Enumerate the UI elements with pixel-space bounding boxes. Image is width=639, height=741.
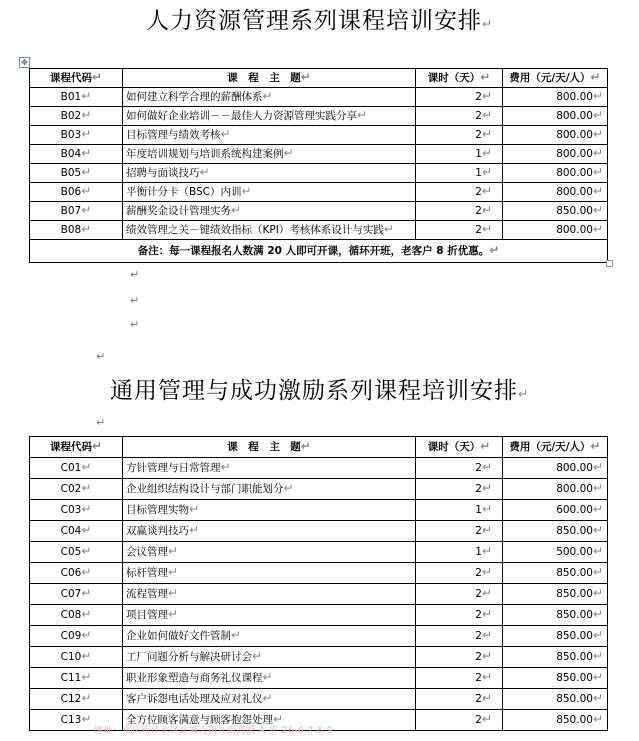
cell-hours: 2↵ [416, 88, 503, 107]
cell-code: C07↵ [30, 584, 123, 605]
table-row [30, 689, 608, 710]
cell-fee: 850.00↵ [503, 710, 608, 731]
cell-fee: 850.00↵ [503, 605, 608, 626]
cell-hours: 2↵ [416, 584, 503, 605]
cell-code: C05↵ [30, 542, 123, 563]
header-fee: 费用（元/天/人）↵ [503, 437, 608, 458]
table-row [30, 107, 608, 126]
cell-hours: 2↵ [416, 521, 503, 542]
cell-fee: 850.00↵ [503, 626, 608, 647]
cell-topic: 企业组织结构设计与部门职能划分↵ [123, 479, 416, 500]
cell-code: C08↵ [30, 605, 123, 626]
table-row [30, 479, 608, 500]
cell-topic: 客户诉怨电话处理及应对礼仪↵ [123, 689, 416, 710]
cell-fee: 850.00↵ [503, 584, 608, 605]
cell-topic: 标杆管理↵ [123, 563, 416, 584]
cell-fee: 850.00↵ [503, 647, 608, 668]
cell-code: B08↵ [30, 221, 123, 240]
cell-topic: 会议管理↵ [123, 542, 416, 563]
table-row [30, 126, 608, 145]
cell-hours: 2↵ [416, 458, 503, 479]
cell-topic: 绩效管理之关－键绩效指标（KPI）考核体系设计与实践↵ [123, 221, 416, 240]
cell-hours: 2↵ [416, 563, 503, 584]
cell-fee: 800.00↵ [503, 164, 608, 183]
footer-address: 地址：重庆市江北区北城天街九街高派 A 座 26-6.7.8.9 [94, 726, 333, 736]
cell-topic: 目标管理与绩效考核↵ [123, 126, 416, 145]
table-row [30, 584, 608, 605]
cell-hours: 1↵ [416, 542, 503, 563]
cell-code: C03↵ [30, 500, 123, 521]
section2-title: 通用管理与成功激励系列课程培训安排↵ [109, 378, 530, 404]
hr-course-table [29, 68, 608, 263]
paragraph-mark: ↵ [96, 416, 106, 429]
cell-hours: 2↵ [416, 647, 503, 668]
cell-hours: 2↵ [416, 183, 503, 202]
table-row [30, 542, 608, 563]
note-text: 备注：每一课程报名人数满 20 人即可开课，循环开班，老客户 8 折优惠。↵ [30, 240, 608, 263]
cell-code: C01↵ [30, 458, 123, 479]
cell-hours: 2↵ [416, 605, 503, 626]
header-fee: 费用（元/天/人）↵ [503, 69, 608, 88]
cell-fee: 850.00↵ [503, 689, 608, 710]
cell-hours: 2↵ [416, 126, 503, 145]
cell-hours: 2↵ [416, 107, 503, 126]
cell-code: B02↵ [30, 107, 123, 126]
cell-topic: 方针管理与日常管理↵ [123, 458, 416, 479]
table-row [30, 202, 608, 221]
cell-code: C13↵ [30, 710, 123, 731]
paragraph-mark: ↵ [130, 268, 140, 281]
table-row [30, 458, 608, 479]
cell-topic: 项目管理↵ [123, 605, 416, 626]
table-row [30, 626, 608, 647]
paragraph-mark: ↵ [130, 294, 140, 307]
cell-code: C02↵ [30, 479, 123, 500]
cell-code: C06↵ [30, 563, 123, 584]
header-code: 课程代码↵ [30, 69, 123, 88]
table-row [30, 563, 608, 584]
cell-fee: 600.00↵ [503, 500, 608, 521]
cell-hours: 2↵ [416, 668, 503, 689]
cell-hours: 1↵ [416, 145, 503, 164]
cell-code: C12↵ [30, 689, 123, 710]
cell-fee: 850.00↵ [503, 202, 608, 221]
table-row [30, 221, 608, 240]
table-row [30, 164, 608, 183]
cell-fee: 800.00↵ [503, 479, 608, 500]
section1-title: 人力资源管理系列课程培训安排↵ [145, 8, 494, 34]
cell-fee: 500.00↵ [503, 542, 608, 563]
cell-code: B05↵ [30, 164, 123, 183]
table-move-handle-icon[interactable]: ✥ [19, 57, 30, 68]
cell-topic: 年度培训规划与培训系统构建案例↵ [123, 145, 416, 164]
cell-fee: 800.00↵ [503, 107, 608, 126]
table-header-row [30, 69, 608, 88]
cell-topic: 如何做好企业培训－－最佳人力资源管理实践分享↵ [123, 107, 416, 126]
cell-hours: 2↵ [416, 479, 503, 500]
cell-code: B07↵ [30, 202, 123, 221]
cell-fee: 800.00↵ [503, 221, 608, 240]
header-hours: 课时（天）↵ [416, 69, 503, 88]
cell-topic: 如何建立科学合理的薪酬体系↵ [123, 88, 416, 107]
header-hours: 课时（天）↵ [416, 437, 503, 458]
table-row [30, 668, 608, 689]
cell-hours: 1↵ [416, 500, 503, 521]
cell-fee: 800.00↵ [503, 183, 608, 202]
cell-fee: 800.00↵ [503, 145, 608, 164]
cell-topic: 薪酬奖金设计管理实务↵ [123, 202, 416, 221]
table-row [30, 521, 608, 542]
cell-topic: 招聘与面谈技巧↵ [123, 164, 416, 183]
paragraph-mark: ↵ [130, 318, 140, 331]
general-mgmt-course-table [29, 436, 608, 731]
cell-topic: 平衡计分卡（BSC）内训↵ [123, 183, 416, 202]
cell-fee: 850.00↵ [503, 668, 608, 689]
table-resize-handle[interactable] [606, 260, 613, 267]
cell-fee: 800.00↵ [503, 458, 608, 479]
cell-code: B04↵ [30, 145, 123, 164]
table-row [30, 647, 608, 668]
cell-hours: 2↵ [416, 689, 503, 710]
cell-fee: 800.00↵ [503, 126, 608, 145]
table-row [30, 500, 608, 521]
table-header-row [30, 437, 608, 458]
header-topic: 课 程 主 题↵ [123, 69, 416, 88]
cell-code: C11↵ [30, 668, 123, 689]
cell-fee: 850.00↵ [503, 521, 608, 542]
cell-hours: 2↵ [416, 710, 503, 731]
cell-topic: 全方位顾客满意与顾客抱怨处理↵ [123, 710, 416, 731]
table-row [30, 605, 608, 626]
cell-hours: 2↵ [416, 626, 503, 647]
cell-topic: 双赢谈判技巧↵ [123, 521, 416, 542]
header-topic: 课 程 主 题↵ [123, 437, 416, 458]
table-row [30, 183, 608, 202]
cell-code: B01↵ [30, 88, 123, 107]
cell-topic: 目标管理实物↵ [123, 500, 416, 521]
cell-code: B03↵ [30, 126, 123, 145]
cell-fee: 800.00↵ [503, 88, 608, 107]
cell-fee: 850.00↵ [503, 563, 608, 584]
paragraph-mark: ↵ [96, 350, 106, 363]
cell-topic: 企业如何做好文件管制↵ [123, 626, 416, 647]
cell-hours: 1↵ [416, 164, 503, 183]
cell-code: B06↵ [30, 183, 123, 202]
cell-code: C10↵ [30, 647, 123, 668]
table-row [30, 145, 608, 164]
note-row [30, 240, 608, 263]
cell-hours: 2↵ [416, 221, 503, 240]
cell-code: C04↵ [30, 521, 123, 542]
header-code: 课程代码↵ [30, 437, 123, 458]
cell-hours: 2↵ [416, 202, 503, 221]
table-row [30, 88, 608, 107]
cell-code: C09↵ [30, 626, 123, 647]
cell-topic: 流程管理↵ [123, 584, 416, 605]
cell-topic: 职业形象塑造与商务礼仪课程↵ [123, 668, 416, 689]
cell-topic: 工厂问题分析与解决研讨会↵ [123, 647, 416, 668]
